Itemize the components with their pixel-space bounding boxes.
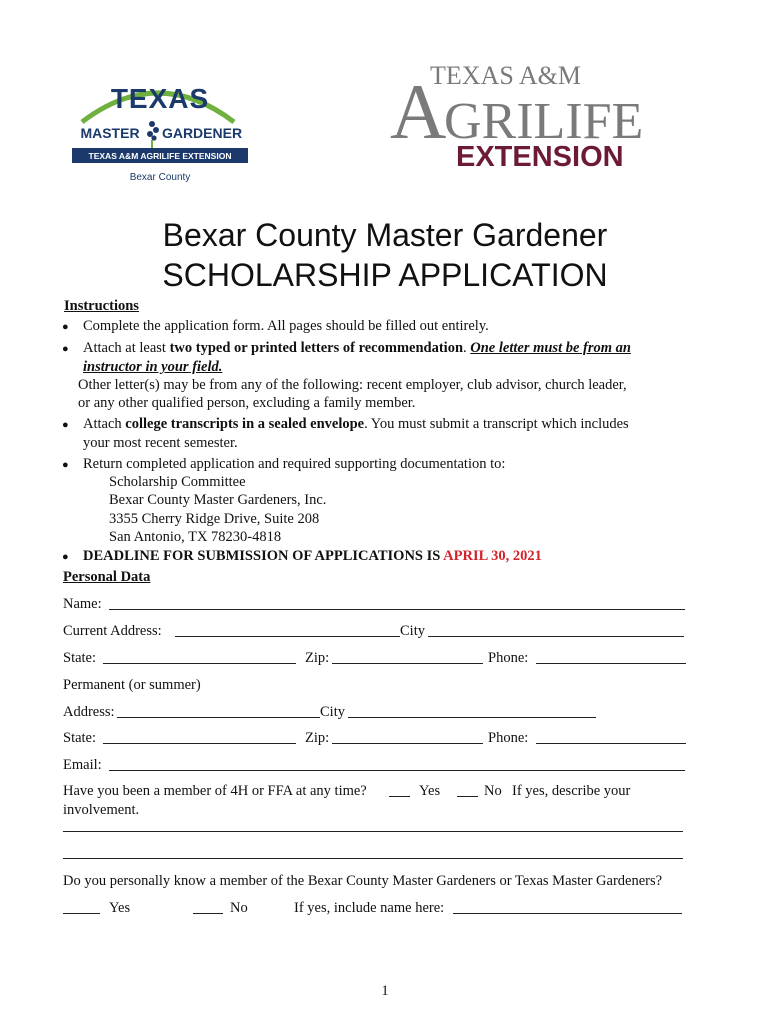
instructions-heading-text: Instructions [64, 298, 139, 314]
name-field[interactable] [109, 609, 685, 610]
member-name-field[interactable] [453, 913, 682, 914]
agrilife-extension-text: EXTENSION [456, 141, 624, 173]
bullet-icon: ● [62, 459, 69, 471]
instruction-1: Complete the application form. All pages should be filled out entirely. [83, 318, 489, 334]
personal-data-heading [63, 568, 150, 586]
permanent-label: Permanent (or summer) [63, 677, 201, 693]
mg-logo-graphic [68, 70, 250, 188]
address-line-2: Bexar County Master Gardeners, Inc. [109, 492, 327, 508]
current-city-field[interactable] [428, 636, 684, 637]
zip-label: Zip: [305, 650, 330, 666]
instruction-3-pre: Attach [83, 416, 126, 432]
state-label: State: [63, 650, 97, 666]
q-4h-if-yes: If yes, describe your [512, 783, 631, 799]
deadline-text: DEADLINE FOR SUBMISSION OF APPLICATIONS IS [83, 548, 444, 564]
instruction-3-post: . You must submit a transcript which includes [364, 416, 629, 432]
q-know-member: Do you personally know a member of the Bexar County Master Gardeners or Texas Master Gardeners? [63, 873, 663, 889]
agrilife-logo-graphic [388, 58, 668, 174]
instruction-2-mid: . [463, 340, 471, 356]
personal-data-heading-text: Personal Data [63, 569, 151, 585]
zip-field-2[interactable] [332, 743, 483, 744]
q-4h-yes-label: Yes [419, 783, 441, 799]
permanent-city-field[interactable] [348, 717, 596, 718]
state-field-2[interactable] [103, 743, 296, 744]
email-field[interactable] [109, 770, 685, 771]
if-yes-name-label: If yes, include name here: [294, 900, 445, 916]
instruction-2-line-3: Other letter(s) may be from any of the following: recent employer, club advisor, church leader, [78, 377, 627, 393]
mg-gardener-text: GARDENER [161, 125, 243, 141]
title-line-1: Bexar County Master Gardener [162, 217, 608, 253]
permanent-address-field[interactable] [117, 717, 320, 718]
address-line-3: 3355 Cherry Ridge Drive, Suite 208 [109, 511, 320, 527]
texas-master-gardener-logo [68, 70, 250, 188]
involvement-field-1[interactable] [63, 831, 683, 832]
zip-field[interactable] [332, 663, 483, 664]
instruction-3-line-2: your most recent semester. [83, 435, 238, 451]
instruction-2-bold: two typed or printed letters of recommendation [169, 340, 464, 356]
instruction-2-emphasis-2: instructor in your field. [83, 359, 223, 375]
zip-label-2: Zip: [305, 730, 330, 746]
permanent-address-label: Address: [63, 704, 115, 720]
agrilife-extension-logo [388, 58, 668, 174]
instruction-2-emphasis: One letter must be from an [470, 340, 631, 356]
instruction-3 [83, 415, 629, 433]
q-know-yes-blank[interactable] [63, 913, 100, 914]
bullet-icon: ● [62, 551, 69, 563]
state-field[interactable] [103, 663, 296, 664]
q-know-yes-label: Yes [109, 900, 131, 916]
email-label: Email: [63, 757, 102, 773]
bullet-icon: ● [62, 343, 69, 355]
bluebonnet-icon [147, 121, 159, 148]
phone-label-2: Phone: [488, 730, 529, 746]
q-know-no-label: No [230, 900, 248, 916]
involvement-field-2[interactable] [63, 858, 683, 859]
instruction-4: Return completed application and required supporting documentation to: [83, 456, 506, 472]
agrilife-big-a: A [390, 68, 447, 155]
agrilife-top-text: TEXAS A&M [430, 61, 581, 90]
agrilife-rest-text: GRILIFE [444, 93, 644, 150]
instructions-heading [64, 297, 139, 315]
phone-label: Phone: [488, 650, 529, 666]
mg-texas-text: TEXAS [110, 83, 210, 114]
q-4h-text: Have you been a member of 4H or FFA at any time? [63, 783, 367, 799]
page-number: 1 [381, 983, 389, 999]
address-line-4: San Antonio, TX 78230-4818 [109, 529, 282, 545]
q-4h-no-blank[interactable] [457, 796, 478, 797]
instruction-3-bold: college transcripts in a sealed envelope [125, 416, 365, 432]
address-line-1: Scholarship Committee [109, 474, 246, 490]
state-label-2: State: [63, 730, 97, 746]
q-4h-involvement: involvement. [63, 802, 140, 818]
q-know-no-blank[interactable] [193, 913, 223, 914]
bullet-icon: ● [62, 321, 69, 333]
instruction-2-line-2 [83, 358, 222, 376]
name-label: Name: [63, 596, 102, 612]
deadline [83, 547, 542, 565]
instruction-2-line-4: or any other qualified person, excluding a family member. [78, 395, 416, 411]
permanent-city-label: City [320, 704, 345, 720]
mg-extension-text: TEXAS A&M AGRILIFE EXTENSION [88, 151, 232, 161]
title-line-2: SCHOLARSHIP APPLICATION [162, 257, 608, 293]
current-address-label: Current Address: [63, 623, 162, 639]
phone-field-2[interactable] [536, 743, 686, 744]
instruction-2 [83, 339, 631, 357]
deadline-date: APRIL 30, 2021 [443, 548, 542, 564]
current-address-field[interactable] [175, 636, 400, 637]
q-4h-no-label: No [484, 783, 502, 799]
q-4h-yes-blank[interactable] [389, 796, 410, 797]
phone-field[interactable] [536, 663, 686, 664]
mg-master-text: MASTER [80, 125, 140, 141]
bullet-icon: ● [62, 419, 69, 431]
mg-county-text: Bexar County [129, 172, 191, 183]
current-city-label: City [400, 623, 425, 639]
instruction-2-pre: Attach at least [83, 340, 170, 356]
